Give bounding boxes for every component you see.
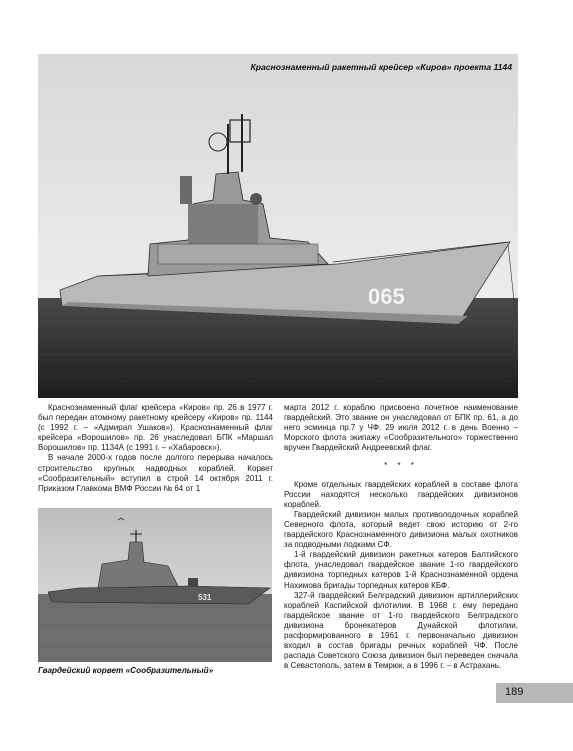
paragraph: марта 2012 г. кораблю присвоено почетное наименование гвардейский. Это звание он унаследовал от БПК пр. 61, а до него эсминца пр.7 у ЧФ. 29 июля 2012 г. в день Военно – Морского флота экипажу «Сообразительного» торжественно вручен Гвардейский Андреевский флаг. — [284, 403, 518, 453]
cruiser-photo — [38, 54, 518, 398]
cruiser-hull-number: 065 — [368, 284, 405, 309]
corvette-photo-caption: Гвардейский корвет «Сообразительный» — [38, 666, 214, 675]
left-text-column — [38, 403, 273, 494]
right-text-column — [284, 403, 518, 671]
corvette-image — [38, 508, 272, 662]
paragraph: Кроме отдельных гвардейских кораблей в составе флота России находятся несколько гвардейских дивизионов кораблей. — [284, 479, 518, 509]
corvette-photo — [38, 508, 272, 662]
section-separator: * * * — [384, 461, 418, 471]
paragraph: 327-й гвардейский Белградский дивизион артиллерийских кораблей Каспийской флотилии. В 1968 г. ему передано гвардейское звание от 1-го гвардейского Белградского дивизиона бронекатеров Дунайской флотилии, расформированного в 1961 г. первоначально дивизион входил в состав бригады речных кораблей ЧФ. После распада Советского Союза дивизион был переведен сначала в Севастополь, затем в Темрюк, а в 1996 г. – в Астрахань. — [284, 590, 518, 671]
page-number: 189 — [505, 686, 524, 698]
paragraph: Краснознаменный флаг крейсера «Киров» пр. 26 в 1977 г. был передан атомному ракетному крейсеру «Киров» пр. 1144 (с 1992 г. – «Адмирал Ушаков»). Краснознаменный флаг крейсера «Ворошилов» пр. 26 унаследовал БПК «Маршал Ворошилов» пр. 1134А (с 1991 г. – «Хабаровск»). — [38, 403, 273, 453]
paragraph: В начале 2000-х годов после долгого перерыва началось строительство крупных надводных кораблей. Корвет «Сообразительный» вступил в строй 14 октября 2011 г. Приказом Главкома ВМФ России № 64 от 1 — [38, 453, 273, 493]
corvette-hull-number: 531 — [198, 593, 212, 602]
paragraph: Гвардейский дивизион малых противолодочных кораблей Северного флота, который ведет свою историю от 2-го гвардейского Краснознаменного дивизиона малых охотников за подводными лодками СФ. — [284, 509, 518, 550]
paragraph: 1-й гвардейский дивизион ракетных катеров Балтийского флота, унаследовал гвардейское звание 1-го гвардейского дивизиона торпедных катеров 1-й Краснознаменной ордена Нахимова бригады торпедных катеров КБФ. — [284, 550, 518, 590]
cruiser-image — [38, 54, 518, 398]
cruiser-photo-caption: Краснознаменный ракетный крейсер «Киров» проекта 1144 — [250, 62, 512, 72]
